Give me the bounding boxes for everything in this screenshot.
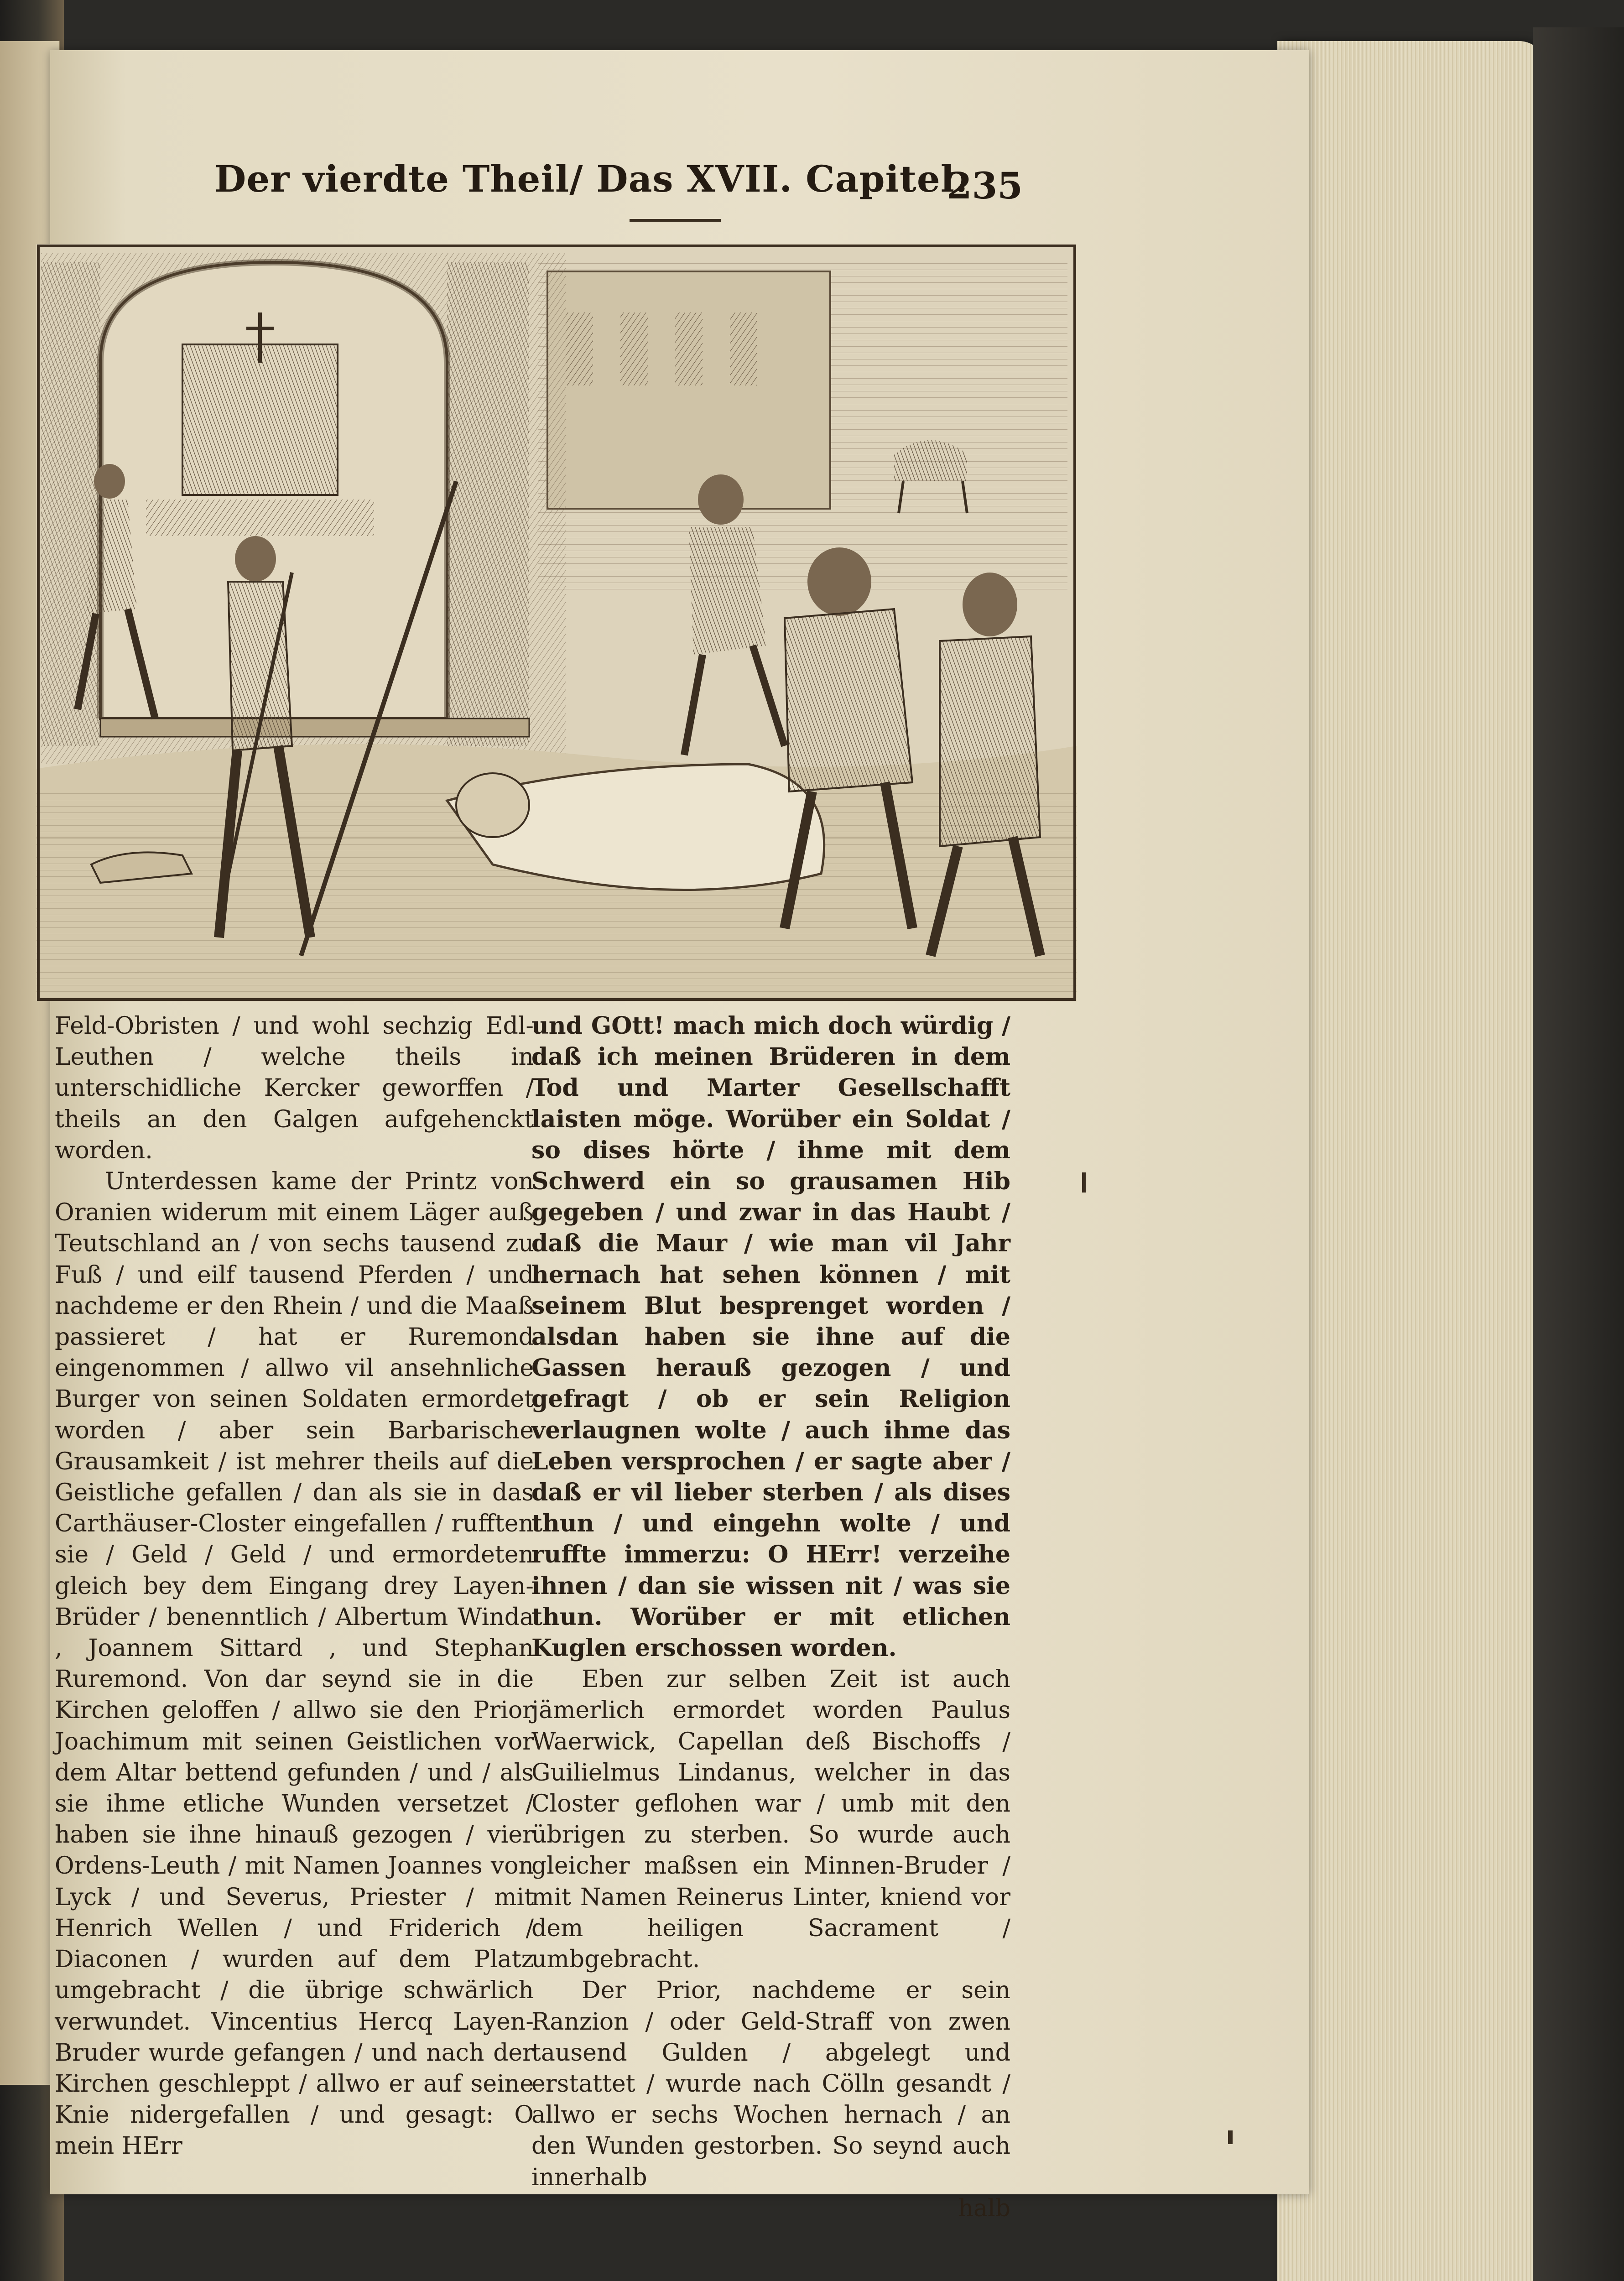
right-text-column xyxy=(531,1010,1010,2224)
ink-speck xyxy=(1082,1172,1086,1193)
right-paragraph-3: Der Prior, nachdeme er sein Ranzion / oder Geld-Straff von zwen tausend Gulden / abgelegt und erstattet / wurde nach Cölln gesandt / allwo er sechs Wochen hernach / an den Wunden gestorben. So seynd auch innerhalb xyxy=(531,1977,1010,2191)
right-paragraph-2: Eben zur selben Zeit ist auch jämerlich ermordet worden Paulus Waerwick, Capellan deß Bischoffs / Guilielmus Lindanus, welcher in das Closter geflohen war / umb mit den übrigen zu sterben. So wurde auch gleicher maßsen ein Minnen-Bruder / mit Namen Reinerus Linter, kniend vor dem heiligen Sacrament / umbgebracht. xyxy=(531,1666,1010,1974)
left-paragraph-1: Feld-Obristen / und wohl sechzig Edl-Leuthen / welche theils in unterschidliche Kercker geworffen / theils an den Galgen aufgehenckt worden. xyxy=(55,1012,534,1164)
book-cover-right xyxy=(1533,27,1624,2281)
engraving-svg xyxy=(36,244,1077,1001)
left-text-column xyxy=(55,1010,534,2162)
engraving-illustration xyxy=(36,244,1077,1001)
running-title: Der vierdte Theil/ Das XVII. Capitel. xyxy=(214,157,968,200)
right-paragraph-1: und GOtt! mach mich doch würdig / daß ich meinen Brüderen in dem Tod und Marter Gesellschafft laisten möge. Worüber ein Soldat / so dises hörte / ihme mit dem Schwerd ein so grausamen Hib gegeben / und zwar in das Haubt / daß die Maur / wie man vil Jahr hernach hat sehen können / mit seinem Blut besprenget worden / alsdan haben sie ihne auf die Gassen herauß gezogen / und gefragt / ob er sein Religion verlaugnen wolte / auch ihme das Leben versprochen / er sagte aber / daß er vil lieber sterben / als dises thun / und eingehn wolte / und ruffte immerzu: O HErr! verzeihe ihnen / dan sie wissen nit / was sie thun. Worüber er mit etlichen Kuglen erschossen worden. xyxy=(531,1012,1010,1662)
header-rule xyxy=(630,219,721,222)
page-number: 235 xyxy=(947,164,1023,207)
page-block-edge xyxy=(1277,41,1546,2281)
left-paragraph-2: Unterdessen kame der Printz von Oranien widerum mit einem Läger auß Teutschland an / von sechs tausend zu Fuß / und eilf tausend Pferden / und nachdeme er den Rhein / und die Maaß passieret / hat er Ruremond eingenommen / allwo vil ansehnliche Burger von seinen Soldaten ermordet worden / aber sein Barbarische Grausamkeit / ist mehrer theils auf die Geistliche gefallen / dan als sie in das Carthäuser-Closter eingefallen / rufften sie / Geld / Geld / und ermordeten gleich bey dem Eingang drey Layen-Brüder / benenntlich / Albertum Winda , Joannem Sittard , und Stephan Ruremond. Von dar seynd sie in die Kirchen geloffen / allwo sie den Prior Joachimum mit seinen Geistlichen vor dem Altar bettend gefunden / und / als sie ihme etliche Wunden versetzet / haben sie ihne hinauß gezogen / vier Ordens-Leuth / mit Namen Joannes von Lyck / und Severus, Priester / mit Henrich Wellen / und Friderich / Diaconen / wurden auf dem Platz umgebracht / die übrige schwärlich verwundet. Vincentius Hercq Layen-Bruder wurde gefangen / und nach der Kirchen geschleppt / allwo er auf seine Knie nidergefallen / und gesagt: O mein HErr xyxy=(55,1168,534,2160)
catchword: halb xyxy=(958,2194,1010,2222)
ink-speck xyxy=(1228,2130,1233,2144)
